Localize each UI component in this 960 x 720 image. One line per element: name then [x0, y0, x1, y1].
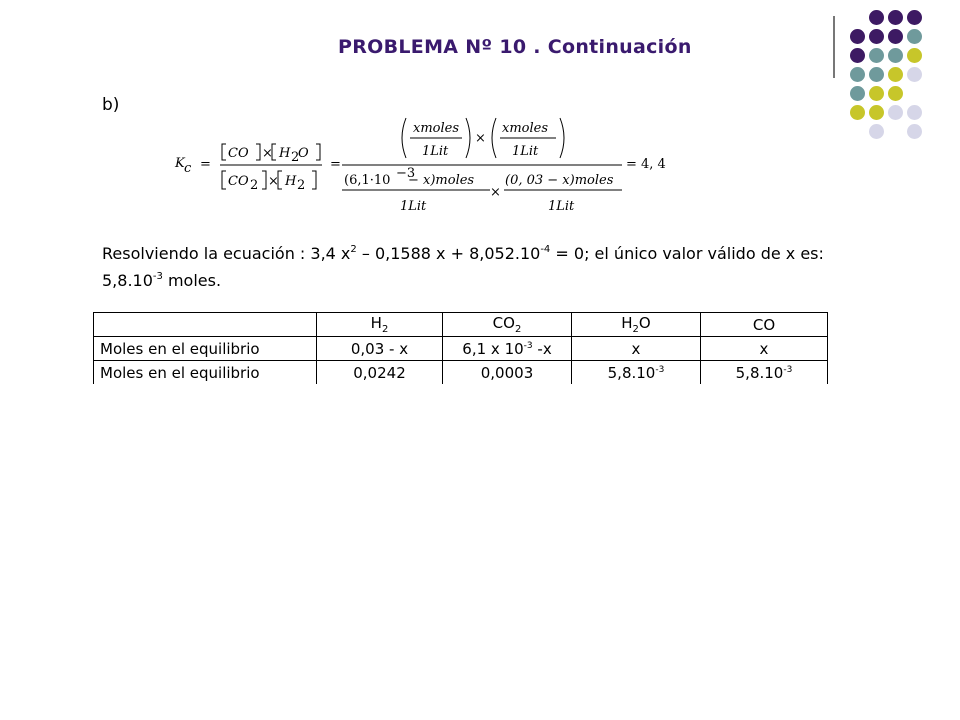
eq-den-co2: CO — [228, 174, 249, 189]
decorative-dot — [888, 105, 903, 120]
eq-result: = 4, 4 — [626, 157, 666, 172]
table-cell: x — [572, 337, 701, 361]
divider-line — [833, 16, 835, 78]
table-header-h2: $H_2$ — [317, 313, 443, 337]
table-cell: 0,0003 — [443, 361, 572, 385]
decorative-dot — [850, 86, 865, 101]
table-cell: $5,8.10^{-3}$ — [572, 361, 701, 385]
eq-lit-4: 1Lit — [548, 199, 575, 214]
eq-xmoles-2: xmoles — [502, 121, 549, 136]
table-cell: 0,03 - x — [317, 337, 443, 361]
eq-num-h-sub: 2 — [291, 150, 300, 165]
eq-lit-2: 1Lit — [512, 144, 539, 159]
table-row — [94, 361, 828, 385]
svg-text:×: × — [490, 185, 501, 200]
eq-den-right: (0, 03 − x)moles — [505, 173, 614, 188]
decorative-dot — [850, 48, 865, 63]
decorative-dot — [907, 29, 922, 44]
solution-paragraph: Resolviendo la ecuación : 3,4 $x^2 - 0,1588$ $x + 8,052.10^{-4} = 0$; el único valor válido de x es: $5,8.10^{-3}$ moles. — [102, 244, 824, 290]
decorative-dot — [907, 10, 922, 25]
eq-den-h-sub: 2 — [297, 178, 306, 193]
svg-text:×: × — [262, 146, 273, 161]
page-title: PROBLEMA Nº 10 . Continuación — [338, 36, 692, 58]
decorative-dot — [869, 86, 884, 101]
eq-den-left-tail: − x)moles — [408, 173, 475, 188]
table-cell: 6,1 x $10^{-3}$ -x — [443, 337, 572, 361]
decorative-dot — [888, 67, 903, 82]
decorative-dot — [888, 86, 903, 101]
table-header-co2: $CO_2$ — [443, 313, 572, 337]
svg-text:=: = — [200, 157, 211, 172]
table-header-h2o: $H_2O$ — [572, 313, 701, 337]
table-header-co: CO — [701, 313, 828, 337]
decorative-dots — [850, 10, 960, 160]
decorative-dot — [869, 48, 884, 63]
decorative-dot — [907, 67, 922, 82]
decorative-dot — [869, 105, 884, 120]
decorative-dot — [869, 29, 884, 44]
table-cell: x — [701, 337, 828, 361]
decorative-dot — [869, 124, 884, 139]
table-cell: 0,0242 — [317, 361, 443, 385]
row-label: Moles en el equilibrio — [94, 337, 317, 361]
eq-lit-3: 1Lit — [400, 199, 427, 214]
decorative-dot — [869, 67, 884, 82]
table-header-row — [94, 313, 828, 337]
table-cell — [94, 313, 317, 337]
part-label: b) — [102, 95, 120, 115]
eq-num-o: O — [298, 146, 309, 161]
equilibrium-table — [93, 312, 828, 384]
decorative-dot — [907, 124, 922, 139]
decorative-dot — [869, 10, 884, 25]
decorative-dot — [850, 29, 865, 44]
decorative-dot — [850, 105, 865, 120]
decorative-dot — [888, 10, 903, 25]
eq-den-h: H — [285, 174, 297, 189]
eq-lit-1: 1Lit — [422, 144, 449, 159]
svg-text:×: × — [475, 131, 486, 146]
svg-text:×: × — [268, 174, 279, 189]
eq-num-co: CO — [228, 146, 249, 161]
eq-k: K — [175, 156, 185, 171]
eq-xmoles-1: xmoles — [413, 121, 460, 136]
eq-num-h: H — [279, 146, 291, 161]
table-row — [94, 337, 828, 361]
decorative-dot — [907, 105, 922, 120]
eq-den-left: (6,1·10 — [344, 173, 391, 188]
table-cell: $5,8.10^{-3}$ — [701, 361, 828, 385]
eq-k-sub: c — [184, 161, 192, 176]
decorative-dot — [850, 67, 865, 82]
decorative-dot — [888, 48, 903, 63]
eq-den-co2-sub: 2 — [250, 178, 259, 193]
eq-den-left-exp: −3 — [396, 166, 416, 181]
decorative-dot — [907, 48, 922, 63]
row-label: Moles en el equilibrio — [94, 361, 317, 385]
svg-text:=: = — [330, 157, 341, 172]
decorative-dot — [888, 29, 903, 44]
equilibrium-equation — [170, 112, 690, 222]
